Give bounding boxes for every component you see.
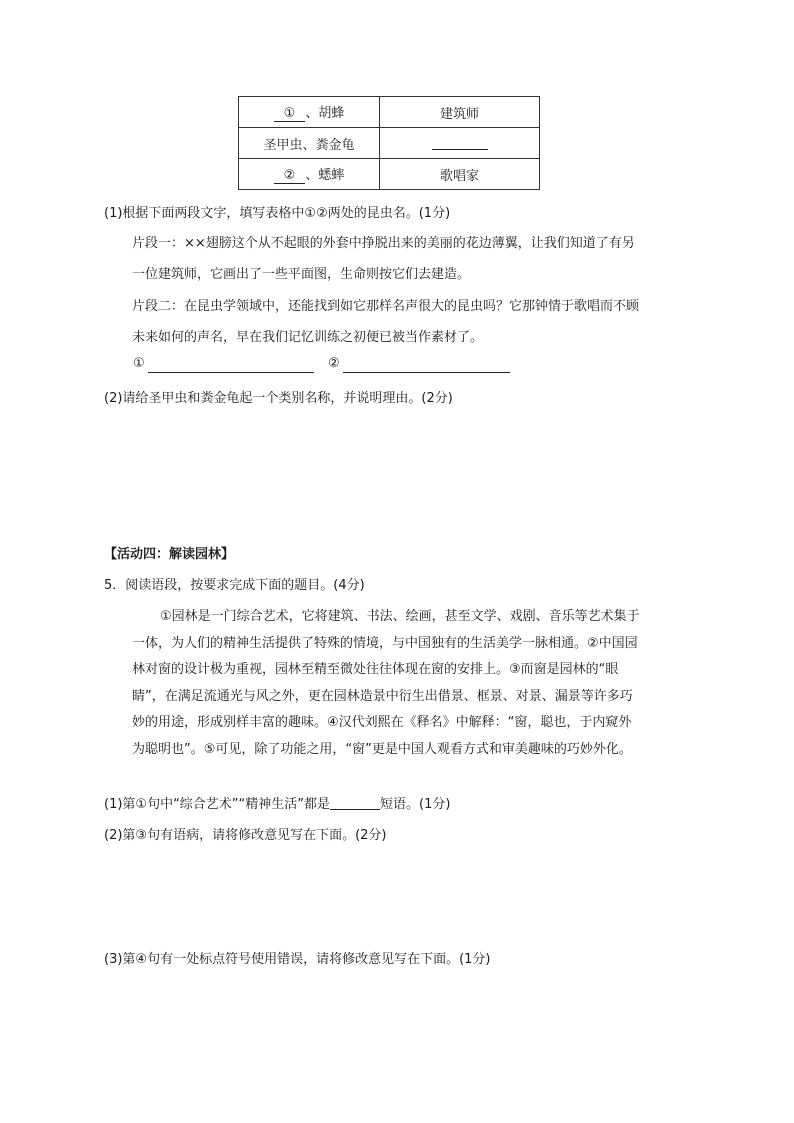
excerpt-line: 一位建筑师，它画出了一些平面图，生命则按它们去建造。 bbox=[132, 267, 471, 282]
sub-question-text: (1)第①句中“综合艺术”“精神生活”都是 bbox=[104, 797, 331, 812]
question-5-prompt: 5．阅读语段，按要求完成下面的题目。(4分) bbox=[104, 578, 365, 593]
sub-question-2: (2)第③句有语病，请将修改意见写在下面。(2分) bbox=[104, 828, 387, 843]
passage-line: 妙的用途，形成别样丰富的趣味。④汉代刘熙在《释名》中解释：“窗，聪也，于内窥外 bbox=[132, 715, 632, 730]
answer-line-1[interactable] bbox=[148, 372, 314, 373]
insect-table bbox=[238, 96, 540, 190]
passage-line: ①园林是一门综合艺术，它将建筑、书法、绘画，甚至文学、戏剧、音乐等艺术集于 bbox=[160, 609, 640, 624]
answer-mark-2: ② bbox=[328, 356, 340, 371]
table-cell: 建筑师 bbox=[380, 97, 540, 128]
activity-heading: 【活动四：解读园林】 bbox=[104, 547, 235, 562]
excerpt-line: 片段二：在昆虫学领域中，还能找到如它那样名声很大的昆虫吗？它那钟情于歌唱而不顾 bbox=[132, 299, 640, 314]
sub-question-1 bbox=[104, 793, 450, 812]
excerpt-line: 未来如何的声名，早在我们记忆训练之初便已被当作素材了。 bbox=[132, 330, 484, 345]
table-row bbox=[239, 97, 540, 128]
table-cell bbox=[239, 97, 380, 128]
answer-blank-2[interactable]: ② bbox=[274, 168, 306, 184]
answer-line-2[interactable] bbox=[343, 372, 510, 373]
sub-question-text: 短语。(1分) bbox=[380, 797, 451, 812]
table-cell: 歌唱家 bbox=[380, 159, 540, 190]
passage-line: 睛”，在满足流通光与风之外，更在园林造景中衍生出借景、框景、对景、漏景等许多巧 bbox=[132, 688, 633, 704]
answer-blank-1[interactable]: ① bbox=[274, 106, 306, 122]
table-row bbox=[239, 128, 540, 159]
answer-blank-phrase-type[interactable] bbox=[330, 795, 380, 810]
table-cell bbox=[380, 128, 540, 159]
answer-mark-1: ① bbox=[133, 356, 145, 371]
question-1-prompt: (1)根据下面两段文字，填写表格中①②两处的昆虫名。(1分) bbox=[104, 206, 451, 221]
passage-line: 为聪明也”。⑤可见，除了功能之用，“窗”更是中国人观看方式和审美趣味的巧妙外化。 bbox=[132, 741, 632, 757]
sub-question-3: (3)第④句有一处标点符号使用错误，请将修改意见写在下面。(1分) bbox=[104, 952, 491, 967]
cell-text: 、蟋蟀 bbox=[305, 168, 345, 183]
excerpt-1 bbox=[132, 232, 722, 251]
excerpt-line: 片段一：××翅膀这个从不起眼的外套中挣脱出来的美丽的花边薄翼，让我们知道了有另 bbox=[132, 236, 635, 251]
answer-blank-category[interactable] bbox=[432, 135, 488, 150]
table-row bbox=[239, 159, 540, 190]
table-cell: 圣甲虫、粪金龟 bbox=[239, 128, 380, 159]
passage-line: 林对窗的设计极为重视，园林至精至微处往往体现在窗的安排上。③而窗是园林的“眼 bbox=[132, 662, 619, 677]
reading-passage bbox=[132, 604, 710, 763]
table-cell bbox=[239, 159, 380, 190]
cell-text: 、胡蜂 bbox=[305, 106, 345, 121]
passage-line: 一体，为人们的精神生活提供了特殊的情境，与中国独有的生活美学一脉相通。②中国园 bbox=[132, 635, 638, 651]
question-2-prompt: (2)请给圣甲虫和粪金龟起一个类别名称，并说明理由。(2分) bbox=[104, 391, 453, 406]
